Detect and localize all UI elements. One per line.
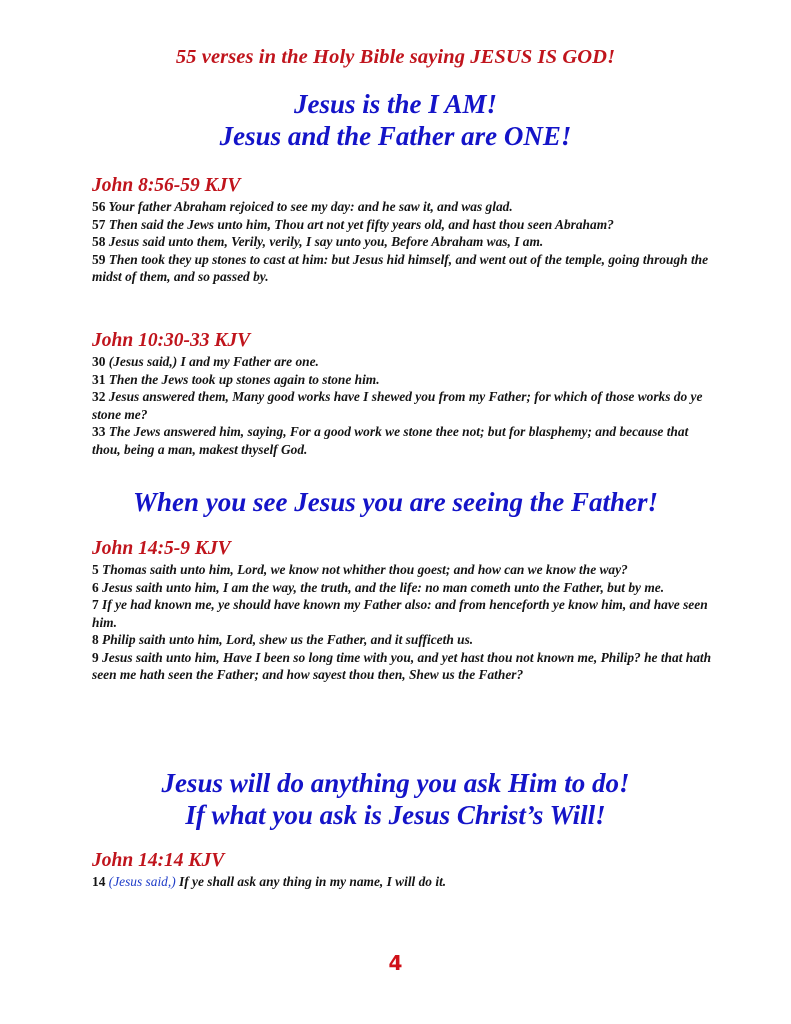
verse-text: Then the Jews took up stones again to stone him. <box>105 371 380 387</box>
verse <box>92 388 712 423</box>
verse <box>92 631 712 649</box>
verse-text: If ye had known me, ye should have known my Father also: and from henceforth ye know him, and have seen him. <box>92 597 708 630</box>
verse-speaker-note: (Jesus said,) <box>105 874 176 889</box>
verse-text: Jesus saith unto him, Have I been so long time with you, and yet hast thou not known me, Philip? he that hath seen me hath seen the Father; and how sayest thou then, Shew us the Father? <box>92 649 712 682</box>
verse <box>92 198 712 216</box>
verse <box>92 649 712 684</box>
verse-number: 58 <box>92 234 106 249</box>
verse-text: Then took they up stones to cast at him: but Jesus hid himself, and went out of the temple, going through the midst of them, and so passed by. <box>92 251 709 284</box>
verse <box>92 561 712 579</box>
verse <box>92 216 712 234</box>
section-heading-ask-anything <box>0 767 791 831</box>
verse-text: Philip saith unto him, Lord, shew us the Father, and it sufficeth us. <box>98 632 474 647</box>
section-heading-seeing-father <box>0 486 791 518</box>
verse-number: 6 <box>92 579 99 595</box>
verse-number: 32 <box>92 389 106 404</box>
verse-number: 57 <box>92 216 106 232</box>
verse-number: 30 <box>92 354 106 369</box>
scripture-reference: John 10:30-33 KJV <box>92 330 251 351</box>
page-number: 4 <box>388 951 403 975</box>
heading-line: When you see Jesus you are seeing the Father! <box>132 487 659 517</box>
scripture-reference: John 8:56-59 KJV <box>92 175 241 196</box>
verse-number: 33 <box>92 424 106 439</box>
verse <box>92 596 712 631</box>
scripture-block-john-10 <box>92 330 712 458</box>
heading-line: If what you ask is Jesus Christ’s Will! <box>185 800 606 830</box>
verse-number: 56 <box>92 199 106 214</box>
verse <box>92 873 712 891</box>
verse <box>92 233 712 251</box>
verse-number: 14 <box>92 874 106 889</box>
verse-number: 8 <box>92 632 99 647</box>
verse <box>92 423 712 458</box>
verse-number: 5 <box>92 562 99 577</box>
verse <box>92 353 712 371</box>
verse <box>92 579 712 597</box>
verse-text: Your father Abraham rejoiced to see my day: and he saw it, and was glad. <box>105 199 513 214</box>
verse-number: 9 <box>92 649 99 665</box>
heading-line: Jesus is the I AM! <box>293 89 498 119</box>
verse-text: Jesus answered them, Many good works have I shewed you from my Father; for which of those works do ye stone me? <box>92 389 703 422</box>
verse-number: 31 <box>92 371 106 387</box>
heading-line: Jesus will do anything you ask Him to do! <box>161 768 630 798</box>
verse-text: Then said the Jews unto him, Thou art not yet fifty years old, and hast thou seen Abraham? <box>105 216 614 232</box>
verse-number: 59 <box>92 251 106 267</box>
verse-text: Thomas saith unto him, Lord, we know not whither thou goest; and how can we know the way? <box>98 562 628 577</box>
scripture-reference: John 14:5-9 KJV <box>92 538 231 559</box>
verse-text: Jesus saith unto him, I am the way, the truth, and the life: no man cometh unto the Father, but by me. <box>98 579 665 595</box>
scripture-reference: John 14:14 KJV <box>92 850 225 871</box>
document-title: 55 verses in the Holy Bible saying JESUS IS GOD! <box>175 46 616 68</box>
scripture-block-john-8 <box>92 175 712 286</box>
section-heading-i-am <box>0 88 791 152</box>
verse <box>92 251 712 286</box>
scripture-block-john-14-14 <box>92 850 712 891</box>
scripture-block-john-14-5 <box>92 538 712 684</box>
verse-text: Jesus said unto them, Verily, verily, I say unto you, Before Abraham was, I am. <box>105 234 544 249</box>
heading-line: Jesus and the Father are ONE! <box>219 121 572 151</box>
verse-text: The Jews answered him, saying, For a good work we stone thee not; but for blasphemy; and because that thou, being a man, makest thyself God. <box>92 424 689 457</box>
verse-text: (Jesus said,) I and my Father are one. <box>105 354 319 369</box>
verse-number: 7 <box>92 597 99 612</box>
verse <box>92 371 712 389</box>
verse-text: If ye shall ask any thing in my name, I will do it. <box>175 874 447 889</box>
